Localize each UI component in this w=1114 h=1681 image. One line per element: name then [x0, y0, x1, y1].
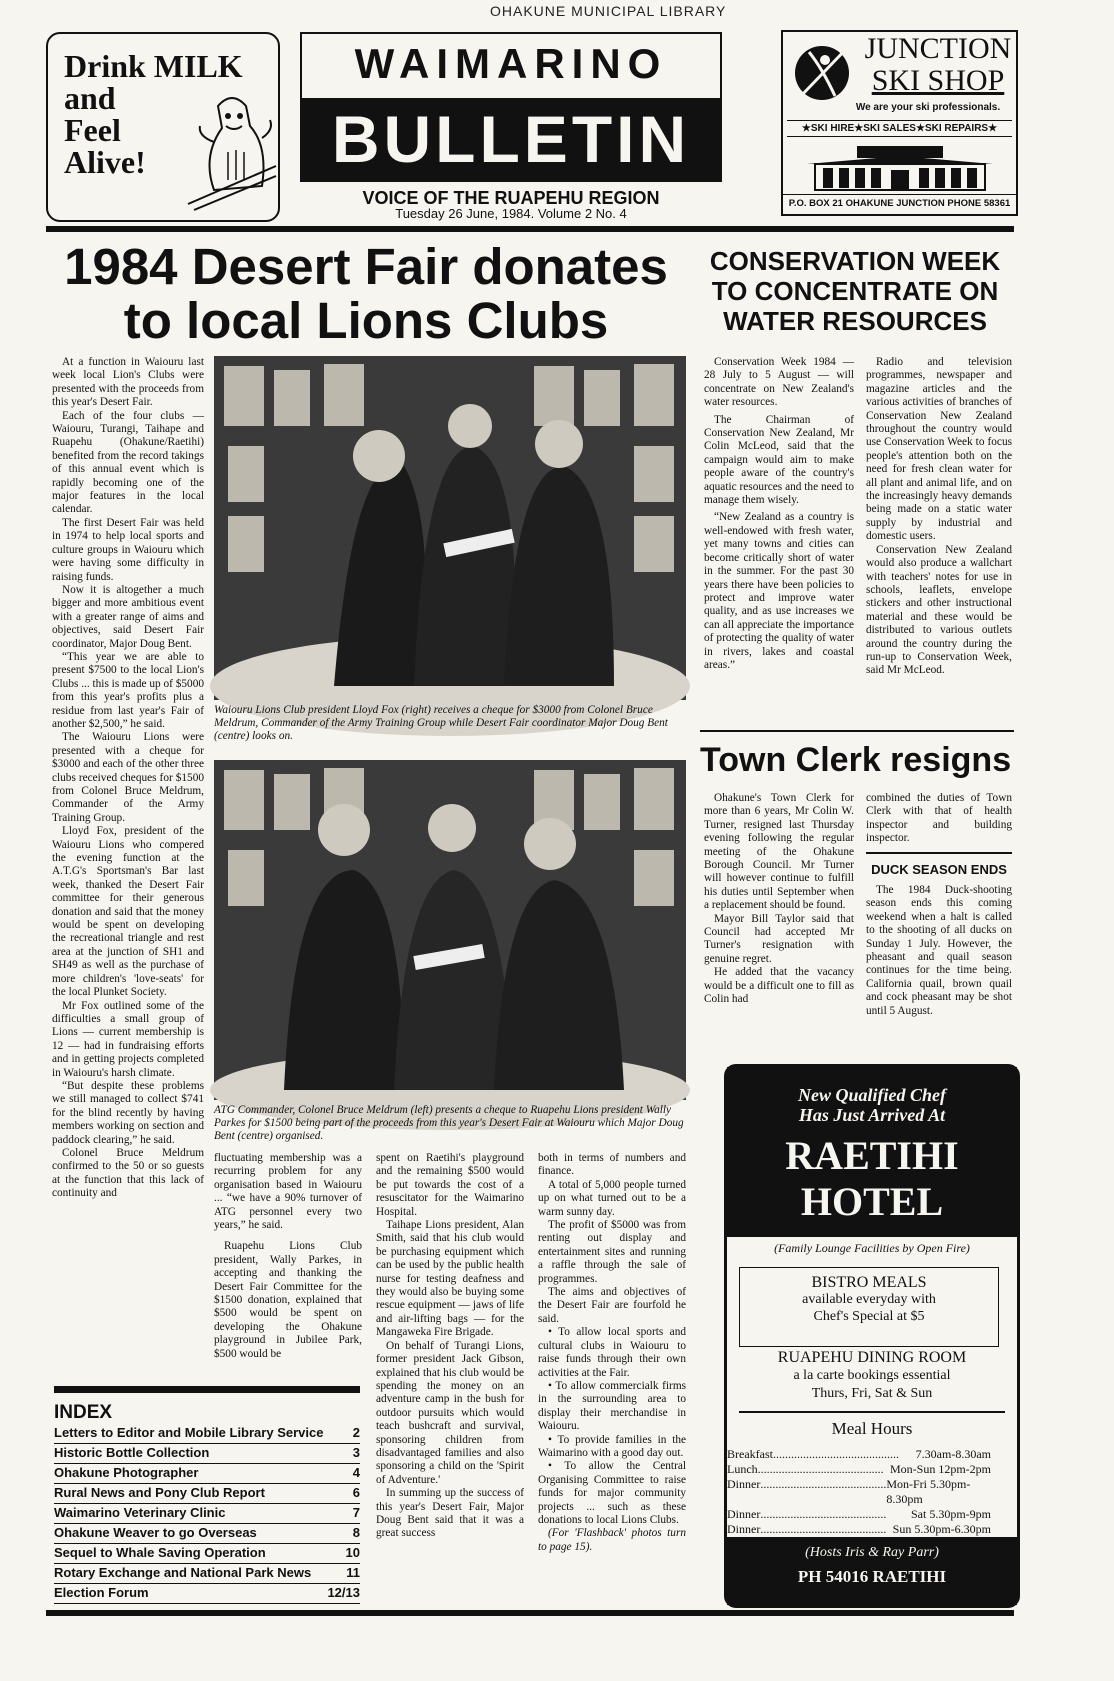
index-item[interactable] — [54, 1424, 360, 1444]
lead-c4-p3: The profit of $5000 was from renting out display and entertainment sites and running a raffle through the sale of programmes. — [538, 1219, 686, 1285]
meal-time: Mon-Sun 12pm-2pm — [889, 1462, 991, 1476]
clerk-c2-p1: combined the duties of Town Clerk with that of health inspector and building inspector. — [866, 792, 1012, 845]
clerk-c1-p1: Ohakune's Town Clerk for more than 6 years, Mr Colin W. Turner, resigned last Thursday evening following the regular meeting of the Ohakune Borough Council. Mr Turner will however continue to fulfill his duties until September when a replacement should be found. — [704, 792, 854, 912]
ski-address: P.O. BOX 21 OHAKUNE JUNCTION PHONE 58361 — [783, 194, 1016, 213]
lead-c1-p6: The Waiouru Lions were presented with a cheque for $3000 and each of the other three clubs received cheques for $1500 from Colonel Bruce Meldrum, Commander of the Army Training Group. — [52, 731, 204, 824]
hotel-phone: PH 54016 RAETIHI — [797, 1567, 947, 1586]
index-item-label: Historic Bottle Collection — [54, 1445, 210, 1460]
masthead-dateline: Tuesday 26 June, 1984. Volume 2 No. 4 — [395, 206, 627, 221]
index-item-page: 11 — [346, 1565, 360, 1580]
index-item[interactable] — [54, 1464, 360, 1484]
photo-lions-cheque-2 — [214, 760, 686, 1100]
conservation-column-2 — [866, 356, 1012, 678]
meal-time: Sat 5.30pm-9pm — [911, 1507, 991, 1521]
lead-c4-p2: A total of 5,000 people turned up on what turned out to be a warm sunny day. — [538, 1178, 686, 1218]
ski-name-1: JUNCTION — [864, 32, 1012, 65]
hotel-meal-title: Meal Hours — [831, 1419, 913, 1438]
hotel-bistro-3: Chef's Special at $5 — [813, 1309, 925, 1324]
duck-column — [866, 884, 1012, 1018]
photo-lions-cheque-1 — [214, 356, 686, 700]
meal-row: Breakfast .......................................... 7.30am-8.30am — [727, 1447, 991, 1461]
raetihi-hotel-ad — [724, 1064, 1020, 1608]
hotel-tag-1: New Qualified Chef — [798, 1085, 946, 1105]
cons-c1-p1: Conservation Week 1984 — 28 July to 5 August — will concentrate on New Zealand's water resources. — [704, 356, 854, 409]
lead-c1-p10: Colonel Bruce Meldrum confirmed to the 50 or so guests at the function that this lack of continuity and — [52, 1146, 204, 1200]
index-item[interactable] — [54, 1584, 360, 1604]
hotel-hosts: (Hosts Iris & Ray Parr) — [805, 1545, 939, 1560]
hotel-tag-2: Has Just Arrived At — [798, 1105, 946, 1125]
library-stamp: OHAKUNE MUNICIPAL LIBRARY — [490, 3, 727, 19]
lead-column-3 — [376, 1152, 524, 1541]
index-item-label: Rotary Exchange and National Park News — [54, 1565, 312, 1580]
lead-headline-line2: to local Lions Clubs — [123, 292, 609, 349]
index-item[interactable] — [54, 1564, 360, 1584]
top-rule — [46, 226, 1014, 232]
ski-shop-building-icon — [807, 144, 993, 192]
lead-c4-p6: • To allow commercialk firms in the surrounding area to display their merchandise in Waiouru. — [538, 1379, 686, 1433]
meal-label: Dinner — [727, 1477, 761, 1491]
masthead-subtitle: VOICE OF THE RUAPEHU REGION — [362, 188, 660, 208]
index-list — [54, 1424, 360, 1604]
meal-time: 7.30am-8.30am — [915, 1447, 991, 1461]
hotel-name-2: HOTEL — [800, 1179, 944, 1224]
duck-headline: DUCK SEASON ENDS — [871, 862, 1007, 877]
index-rule — [54, 1386, 360, 1393]
index-item-page: 6 — [352, 1485, 360, 1500]
index-item-page: 10 — [345, 1545, 360, 1560]
town-clerk-column-2 — [866, 792, 1012, 846]
lead-c1-p8: Mr Fox outlined some of the difficulties a small group of Lions — current membership is 12 — had in fundraising efforts and in getting projects completed in Waiouru's harsh climate. — [52, 999, 204, 1079]
lead-c3-p3: On behalf of Turangi Lions, former president Jack Gibson, explained that his club would be spending the money on an adventure camp in the bush for outdoor pursuits which would teach bushcraft and survival, sponsoring children from disadvantaged families and also sponsoring a child on the 'Spirit of Adventure.' — [376, 1339, 524, 1486]
meal-label: Lunch — [727, 1462, 758, 1476]
hotel-lounge: (Family Lounge Facilities by Open Fire) — [774, 1241, 970, 1255]
index-item-page: 8 — [352, 1525, 360, 1540]
lead-c1-p2: Each of the four clubs — Waiouru, Turangi, Taihape and Ruapehu (Ohakune/Raetihi) benefited from the record takings of this annual event which is rapidly becoming one of the major features in the local calendar. — [52, 409, 204, 516]
lead-c4-p9: (For 'Flashback' photos turn to page 15). — [538, 1527, 686, 1553]
lead-c4-p7: • To provide families in the Waimarino with a good day out. — [538, 1433, 686, 1459]
index-item-page: 4 — [352, 1465, 360, 1480]
index-item[interactable] — [54, 1504, 360, 1524]
cons-c1-p2: The Chairman of Conservation New Zealand, Mr Colin McLeod, said that the campaign would aim to make people aware of the country's aquatic resources and the need to manage them wisely. — [704, 413, 854, 507]
conservation-headline-2: TO CONCENTRATE ON — [711, 276, 999, 306]
town-clerk-headline: Town Clerk resigns — [700, 741, 1012, 779]
index-item-label: Election Forum — [54, 1585, 149, 1600]
meal-label: Breakfast — [727, 1447, 773, 1461]
town-clerk-column-1 — [704, 792, 854, 1007]
milk-line4: Alive! — [64, 144, 146, 180]
meal-label: Dinner — [727, 1522, 761, 1536]
milk-ad — [46, 32, 280, 222]
meal-time: Mon-Fri 5.30pm-8.30pm — [886, 1477, 971, 1506]
meal-row: Dinner .......................................... Mon-Fri 5.30pm-8.30pm — [727, 1477, 991, 1507]
lead-c1-p4: Now it is altogether a much bigger and more ambitious event with a greater range of aims and objectives, said Desert Fair coordinator, Major Doug Bent. — [52, 583, 204, 650]
ski-ad — [781, 30, 1018, 216]
hotel-rule — [739, 1411, 1005, 1413]
index-item-page: 12/13 — [327, 1585, 360, 1600]
lead-column-2 — [214, 1152, 362, 1361]
photo-2-illustration — [214, 760, 686, 1100]
photo-1-caption: Waiouru Lions Club president Lloyd Fox (right) receives a cheque for $3000 from Colonel Bruce Meldrum, Commander of the Army Training Group while Desert Fair coordinator Major Doug Bent (centre) looks on. — [214, 704, 668, 742]
conservation-headline-1: CONSERVATION WEEK — [709, 246, 1001, 276]
lead-column-1 — [52, 356, 204, 1201]
conservation-headline — [700, 246, 1010, 336]
conservation-headline-3: WATER RESOURCES — [723, 306, 987, 336]
clerk-c1-p2: Mayor Bill Taylor said that Council had accepted Mr Turner's resignation with genuine regret. — [704, 912, 854, 965]
lead-c1-p1: At a function in Waiouru last week local Lion's Clubs were presented with the proceeds from this year's Desert Fair. — [52, 356, 204, 409]
hotel-name-1: RAETIHI — [785, 1133, 959, 1178]
lead-c3-p4: In summing up the success of this year's Desert Fair, Major Doug Bent said that it was a great success — [376, 1487, 524, 1540]
index-item-label: Waimarino Veterinary Clinic — [54, 1505, 226, 1520]
clerk-c1-p3: He added that the vacancy would be a difficult one to fill as Colin had — [704, 966, 854, 1006]
lead-c1-p5: “This year we are able to present $7500 to the local Lion's Clubs ... this is made up of $5000 from this year's profits plus a residue from last year's Fair of another $2,500,” he said. — [52, 650, 204, 730]
masthead — [300, 32, 722, 182]
meal-row: Dinner .......................................... Sat 5.30pm-9pm — [727, 1507, 991, 1521]
photo-2-caption: ATG Commander, Colonel Bruce Meldrum (left) presents a cheque to Ruapehu Lions president Wally Parkes for $1500 being part of the proceeds from this year's Desert Fair at Waiouru which Major Doug Bent (centre) organised. — [214, 1104, 684, 1142]
masthead-title-2: BULLETIN — [331, 102, 691, 176]
index-item-page: 2 — [352, 1425, 360, 1440]
cons-c1-p3: “New Zealand as a country is well-endowed with fresh water, yet many towns and cities can become critically short of water in the summer. For the past 30 years there have been policies to protect and improve water quality, and as use increases we can all appreciate the importance of protecting the quality of water in rivers, lakes and coastal areas.” — [704, 511, 854, 671]
index-item-label: Rural News and Pony Club Report — [54, 1485, 265, 1500]
lead-headline-line1: 1984 Desert Fair donates — [64, 238, 668, 295]
conservation-rule — [700, 730, 1014, 732]
hotel-meal-hours — [727, 1447, 991, 1537]
index-item[interactable] — [54, 1544, 360, 1564]
cons-c2-p2: Conservation New Zealand would also produce a wallchart with teachers' notes for use in schools, leaflets, envelope stickers and other instructional material and these would be distributed to various outlets around the country during the run-up to Conservation Week, said Mr McLeod. — [866, 543, 1012, 677]
index-item[interactable] — [54, 1524, 360, 1544]
index-item[interactable] — [54, 1484, 360, 1504]
index-item-page: 3 — [352, 1445, 360, 1460]
meal-label: Dinner — [727, 1507, 761, 1521]
meal-row: Dinner .......................................... Sun 5.30pm-6.30pm — [727, 1522, 991, 1536]
ski-name-2: SKI SHOP — [871, 64, 1005, 97]
lead-c4-p8: • To allow the Central Organising Committee to raise funds for major community projects ... such as these donations to local Lions Clubs. — [538, 1460, 686, 1526]
milk-line2: and — [64, 80, 116, 116]
lead-c3-p1: spent on Raetihi's playground and the remaining $500 would be put towards the cost of a resuscitator for the Waimarino Hospital. — [376, 1152, 524, 1218]
lead-headline — [46, 240, 686, 348]
lead-c2-p1: fluctuating membership was a recurring problem for any organisation based in Waiouru ... “we have a 90% turnover of ATG personnel every two years,” he said. — [214, 1152, 362, 1232]
lead-c4-p4: The aims and objectives of the Desert Fair are fourfold he said. — [538, 1286, 686, 1325]
milk-line3: Feel — [64, 112, 121, 148]
hotel-dining — [727, 1349, 1017, 1403]
index-item-label: Sequel to Whale Saving Operation — [54, 1545, 266, 1560]
bottom-rule — [46, 1610, 1014, 1616]
duck-rule — [866, 852, 1012, 854]
lead-c4-p1: both in terms of numbers and finance. — [538, 1152, 686, 1178]
lead-c1-p9: “But despite these problems we still managed to collect $741 for the blind recently by having members working on section and paddock clearing,” he said. — [52, 1079, 204, 1146]
meal-time: Sun 5.30pm-6.30pm — [892, 1522, 991, 1536]
photo-1-illustration — [214, 356, 686, 700]
conservation-column-1 — [704, 356, 854, 672]
lead-c1-p7: Lloyd Fox, president of the Waiouru Lions who compered the evening function at the A.T.G's Sportsman's Bar last week, thanked the Desert Fair committee for their generous donation and said that the money would be spent on developing the recreational triangle and rest area at the junction of SH1 and SH49 as well as the purchase of more children's 'love-seats' for the local Plunket Society. — [52, 825, 204, 999]
lead-c3-p2: Taihape Lions president, Alan Smith, said that his club would be purchasing equipment which can be used by the public health nurse for testing deafness and they would also be buying some rescue equipment — jaws of life and air-lifting bags — for the Mangaweka Fire Brigade. — [376, 1219, 524, 1339]
index-item-label: Ohakune Photographer — [54, 1465, 199, 1480]
masthead-title-1: WAIMARINO — [354, 40, 668, 87]
duck-p1: The 1984 Duck-shooting season ends this coming weekend when a halt is called to the shooting of all ducks on Sunday 1 July. However, the pheasant and quail season continues for the time being. California quail, brown quail and cock pheasant may be shot until 5 August. — [866, 884, 1012, 1017]
index-item-label: Ohakune Weaver to go Overseas — [54, 1525, 257, 1540]
cons-c2-p1: Radio and television programmes, newspaper and magazine articles and the various activities of branches of Conservation New Zealand throughout the country would use Conservation Week to focus people's attention both on the need for fresh clean water for all plant and animal life, and on the increasingly heavy demands being made on a static water supply by industrial and domestic users. — [866, 356, 1012, 543]
hotel-dining-1: RUAPEHU DINING ROOM — [777, 1349, 967, 1366]
ski-tagline: We are your ski professionals. — [855, 102, 1001, 113]
lead-c4-p5: • To allow local sports and cultural clubs in Waiouru to raise funds through their own activities at the Fair. — [538, 1326, 686, 1379]
ski-services: ★SKI HIRE★SKI SALES★SKI REPAIRS★ — [787, 120, 1012, 137]
hotel-bistro-box — [739, 1267, 999, 1347]
hotel-dining-3: Thurs, Fri, Sat & Sun — [811, 1386, 933, 1401]
skier-logo-icon — [789, 38, 855, 108]
milk-bottle-icon — [188, 86, 276, 211]
hotel-bistro-2: available everyday with — [802, 1292, 936, 1307]
index-item-page: 7 — [352, 1505, 360, 1520]
meal-row: Lunch .......................................... Mon-Sun 12pm-2pm — [727, 1462, 991, 1476]
index-item[interactable] — [54, 1444, 360, 1464]
hotel-bistro-1: BISTRO MEALS — [811, 1274, 927, 1291]
index-title: INDEX — [54, 1402, 113, 1423]
index-item-label: Letters to Editor and Mobile Library Service — [54, 1425, 324, 1440]
hotel-dining-2: a la carte bookings essential — [793, 1368, 951, 1383]
lead-column-4 — [538, 1152, 686, 1554]
milk-line1: Drink MILK — [64, 48, 243, 84]
lead-c1-p3: The first Desert Fair was held in 1974 to help local sports and culture groups in Waiouru which were having some difficulty in raising funds. — [52, 516, 204, 583]
lead-c2-p2: Ruapehu Lions Club president, Wally Parkes, in accepting and thanking the Desert Fair Committee for the $1500 donation, explained that $500 would be spent on developing the Ohakune playground in Jubilee Park, $500 would be — [214, 1240, 362, 1360]
